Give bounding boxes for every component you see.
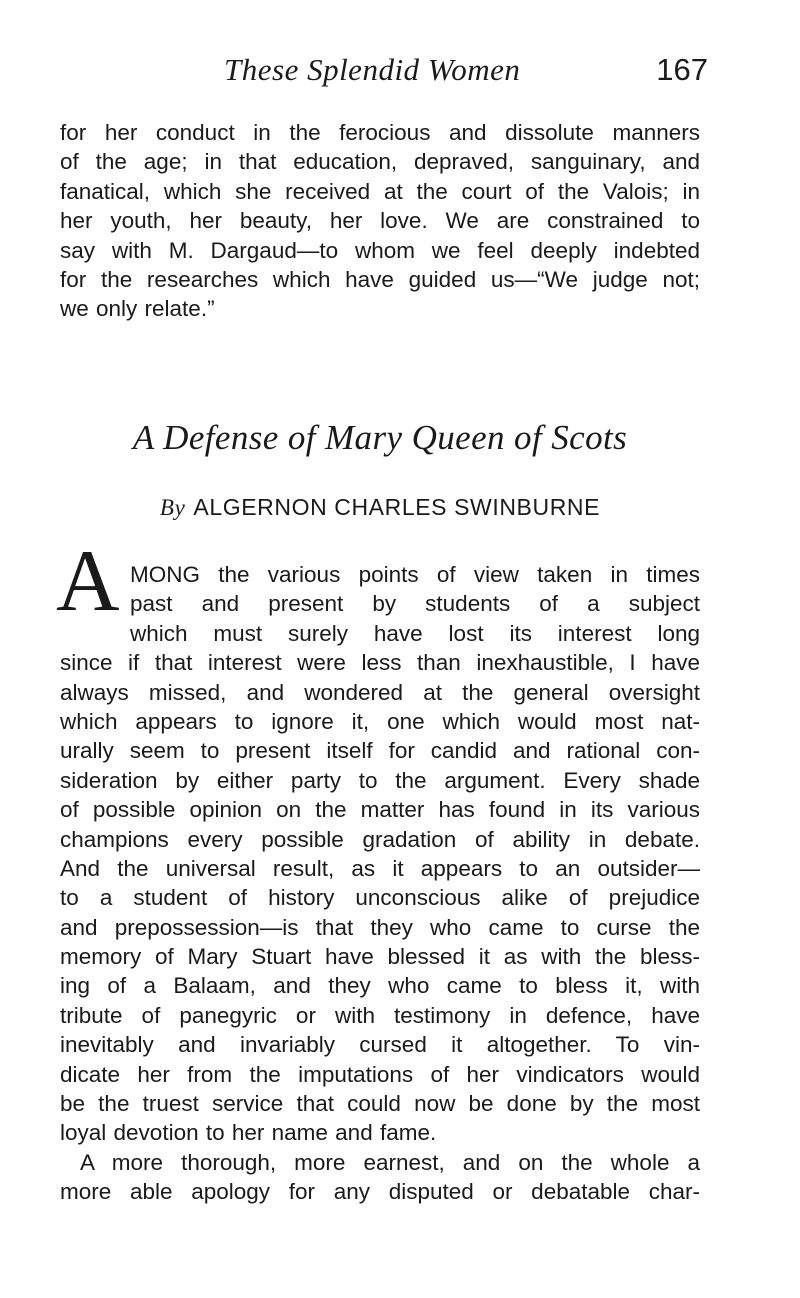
by-label: By xyxy=(159,495,186,520)
text-line: of possible opinion on the matter has found in its various xyxy=(60,797,700,823)
text-line: we only relate.” xyxy=(60,296,215,322)
text-line: since if that interest were less than inexhaustible, I have xyxy=(60,650,700,676)
text-line: loyal devotion to her name and fame. xyxy=(60,1120,437,1146)
text-line: dicate her from the imputations of her vindicators would xyxy=(60,1061,700,1087)
text-line: fanatical, which she received at the court of the Valois; in xyxy=(60,178,700,204)
text-line: ing of a Balaam, and they who came to bless it, with xyxy=(60,973,700,999)
running-header xyxy=(60,52,726,96)
text-line: past and present by students of a subject xyxy=(130,591,700,617)
text-line: more able apology for any disputed or debatable char- xyxy=(60,1179,700,1205)
text-line: which appears to ignore it, one which would most nat- xyxy=(60,708,700,734)
text-line: say with M. Dargaud—to whom we feel deeply indebted xyxy=(60,237,700,263)
essay-text xyxy=(60,560,700,1207)
text-line: for her conduct in the ferocious and dissolute manners xyxy=(60,120,700,145)
text-line: And the universal result, as it appears to an outsider— xyxy=(60,855,700,881)
author-name: ALGERNON CHARLES SWINBURNE xyxy=(193,494,601,520)
intro-paragraph xyxy=(60,118,700,324)
text-line: be the truest service that could now be done by the most xyxy=(60,1091,700,1117)
text-line: urally seem to present itself for candid and rational con- xyxy=(60,738,700,764)
text-line: champions every possible gradation of ability in debate. xyxy=(60,826,700,852)
text-line: A more thorough, more earnest, and on the whole a xyxy=(80,1149,700,1175)
text-line: memory of Mary Stuart have blessed it as with the bless- xyxy=(60,944,700,970)
text-line: tribute of panegyric or with testimony in defence, have xyxy=(60,1002,700,1028)
byline xyxy=(60,494,700,521)
chapter-title: A Defense of Mary Queen of Scots xyxy=(132,418,628,457)
text-line: sideration by either party to the argument. Every shade xyxy=(60,767,700,793)
text-line: inevitably and invariably cursed it altogether. To vin- xyxy=(60,1032,700,1058)
text-line: which must surely have lost its interest long xyxy=(130,620,700,646)
text-line: and prepossession—is that they who came to curse the xyxy=(60,914,700,940)
text-line: always missed, and wondered at the general oversight xyxy=(60,679,700,705)
text-line: to a student of history unconscious alike of prejudice xyxy=(60,885,700,911)
text-line: for the researches which have guided us—“We judge not; xyxy=(60,266,700,292)
text-line: MONG the various points of view taken in times xyxy=(130,562,700,587)
drop-cap: A xyxy=(56,533,120,630)
running-title: These Splendid Women xyxy=(224,52,521,87)
text-line: her youth, her beauty, her love. We are constrained to xyxy=(60,208,700,234)
page-number: 167 xyxy=(656,52,708,87)
text-line: of the age; in that education, depraved, sanguinary, and xyxy=(60,149,700,175)
